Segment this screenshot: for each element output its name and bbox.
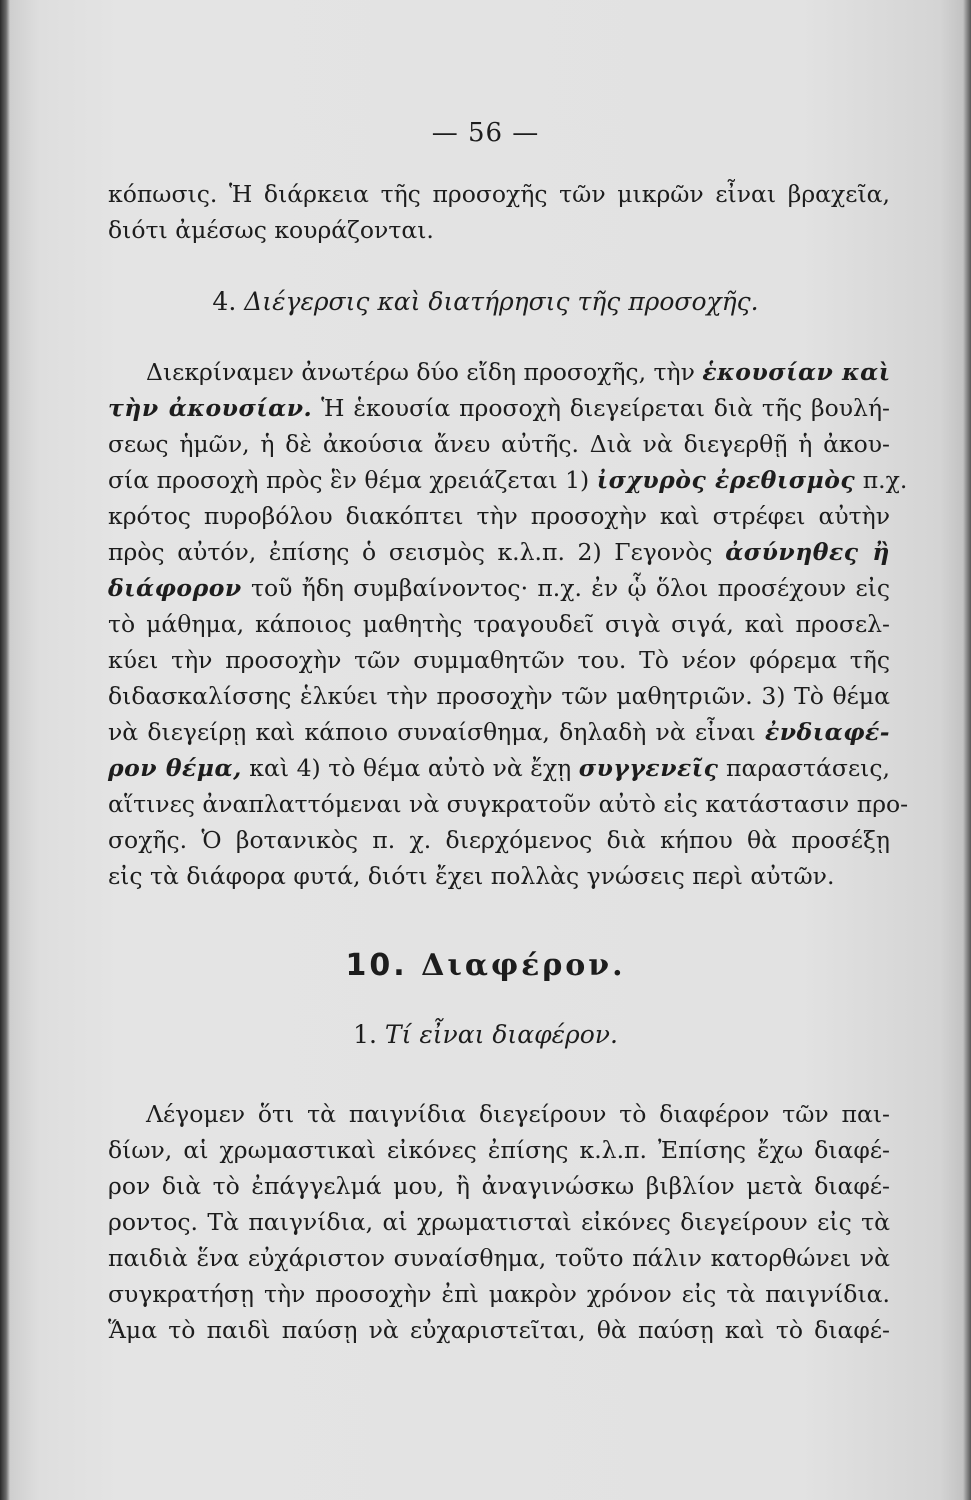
text-line: [108, 354, 890, 390]
text-run: τοῦ ἤδη συμβαίνοντος· π.χ. ἐν ᾧ ὅλοι προσέχουν εἰς: [250, 574, 890, 602]
text-line: δίων, αἱ χρωμαστικαὶ εἰκόνες ἐπίσης κ.λ.π. Ἐπίσης ἔχω διαφέ-: [108, 1136, 890, 1164]
emphasis-run: ἐνδιαφέ-: [764, 718, 890, 746]
text-line: [108, 462, 908, 498]
text-line: [108, 750, 890, 786]
text-line: ρον διὰ τὸ ἐπάγγελμά μου, ἢ ἀναγινώσκω βιβλίον μετὰ διαφέ-: [108, 1172, 890, 1200]
text-line: εἰς τὰ διάφορα φυτά, διότι ἔχει πολλὰς γνώσεις περὶ αὐτῶν.: [108, 862, 835, 890]
text-line: [108, 390, 890, 426]
text-run: Ἡ ἑκουσία προσοχὴ διεγείρεται διὰ τῆς βουλή-: [321, 394, 890, 422]
emphasis-run: ἑκουσίαν καὶ: [702, 358, 891, 386]
text-line: κόπωσις. Ἡ διάρκεια τῆς προσοχῆς τῶν μικρῶν εἶναι βραχεῖα,: [108, 180, 890, 208]
text-line: σεως ἡμῶν, ἡ δὲ ἀκούσια ἄνευ αὐτῆς. Διὰ νὰ διεγερθῇ ἡ ἀκου-: [108, 430, 890, 458]
emphasis-run: ἀσύνηθες ἢ: [725, 538, 890, 566]
subheading-4: [0, 287, 971, 316]
text-line: κρότος πυροβόλου διακόπτει τὴν προσοχὴν καὶ στρέφει αὐτὴν: [108, 502, 890, 530]
text-line: διότι ἀμέσως κουράζονται.: [108, 216, 434, 244]
text-run: πρὸς αὐτόν, ἐπίσης ὁ σεισμὸς κ.λ.π. 2) Γεγονὸς: [108, 538, 713, 566]
paragraph-3: [108, 1096, 890, 1348]
text-run: Διεκρίναμεν ἀνωτέρω δύο εἴδη προσοχῆς, τὴν: [146, 358, 695, 386]
emphasis-run: διάφορον: [108, 574, 242, 602]
section-title: Διαφέρον.: [421, 948, 626, 983]
subheading-number: 1.: [353, 1020, 377, 1049]
text-run: π.χ.: [862, 466, 908, 494]
page-number: — 56 —: [431, 118, 540, 148]
text-line: σοχῆς. Ὁ βοτανικὸς π. χ. διερχόμενος διὰ κήπου θὰ προσέξῃ: [108, 826, 890, 854]
text-line: [108, 570, 890, 606]
text-run: νὰ διεγείρῃ καὶ κάποιο συναίσθημα, δηλαδὴ νὰ εἶναι: [108, 718, 756, 746]
emphasis-run: τὴν ἀκουσίαν.: [108, 394, 313, 422]
text-line: [108, 534, 890, 570]
text-line: ροντος. Τὰ παιγνίδια, αἱ χρωματισταὶ εἰκόνες διεγείρουν εἰς τὰ: [108, 1208, 890, 1236]
text-line: Ἅμα τὸ παιδὶ παύσῃ νὰ εὐχαριστεῖται, θὰ παύσῃ καὶ τὸ διαφέ-: [108, 1316, 890, 1344]
text-line: παιδιὰ ἕνα εὐχάριστον συναίσθημα, τοῦτο πάλιν κατορθώνει νὰ: [108, 1244, 890, 1272]
page-edge-shadow-left: [0, 0, 10, 1500]
text-line: αἵτινες ἀναπλαττόμεναι νὰ συγκρατοῦν αὐτὸ εἰς κατάστασιν προ-: [108, 790, 909, 818]
section-heading-10: [0, 948, 971, 983]
subheading-1: [0, 1020, 971, 1049]
emphasis-run: ρον θέμα,: [108, 754, 242, 782]
paragraph-1: [108, 176, 890, 248]
text-line: συγκρατήσῃ τὴν προσοχὴν ἐπὶ μακρὸν χρόνον εἰς τὰ παιγνίδια.: [108, 1280, 890, 1308]
subheading-number: 4.: [212, 287, 237, 316]
paragraph-2: [108, 354, 909, 894]
page-edge-shadow-right: [963, 0, 971, 1500]
subheading-text: Τί εἶναι διαφέρον.: [384, 1020, 618, 1049]
text-line: Λέγομεν ὅτι τὰ παιγνίδια διεγείρουν τὸ διαφέρον τῶν παι-: [146, 1100, 890, 1128]
text-line: διδασκαλίσσης ἑλκύει τὴν προσοχὴν τῶν μαθητριῶν. 3) Τὸ θέμα: [108, 682, 890, 710]
emphasis-run: ἰσχυρὸς ἐρεθισμὸς: [596, 466, 856, 494]
text-line: τὸ μάθημα, κάποιος μαθητὴς τραγουδεῖ σιγὰ σιγά, καὶ προσελ-: [108, 610, 890, 638]
text-line: κύει τὴν προσοχὴν τῶν συμμαθητῶν του. Τὸ νέον φόρεμα τῆς: [108, 646, 890, 674]
emphasis-run: συγγενεῖς: [578, 754, 719, 782]
subheading-text: Διέγερσις καὶ διατήρησις τῆς προσοχῆς.: [244, 287, 759, 316]
section-number: 10.: [345, 948, 408, 983]
text-run: καὶ 4) τὸ θέμα αὐτὸ νὰ ἔχῃ: [249, 754, 572, 782]
text-run: παραστάσεις,: [726, 754, 890, 782]
text-run: σία προσοχὴ πρὸς ἓν θέμα χρειάζεται 1): [108, 466, 590, 494]
text-line: [108, 714, 890, 750]
